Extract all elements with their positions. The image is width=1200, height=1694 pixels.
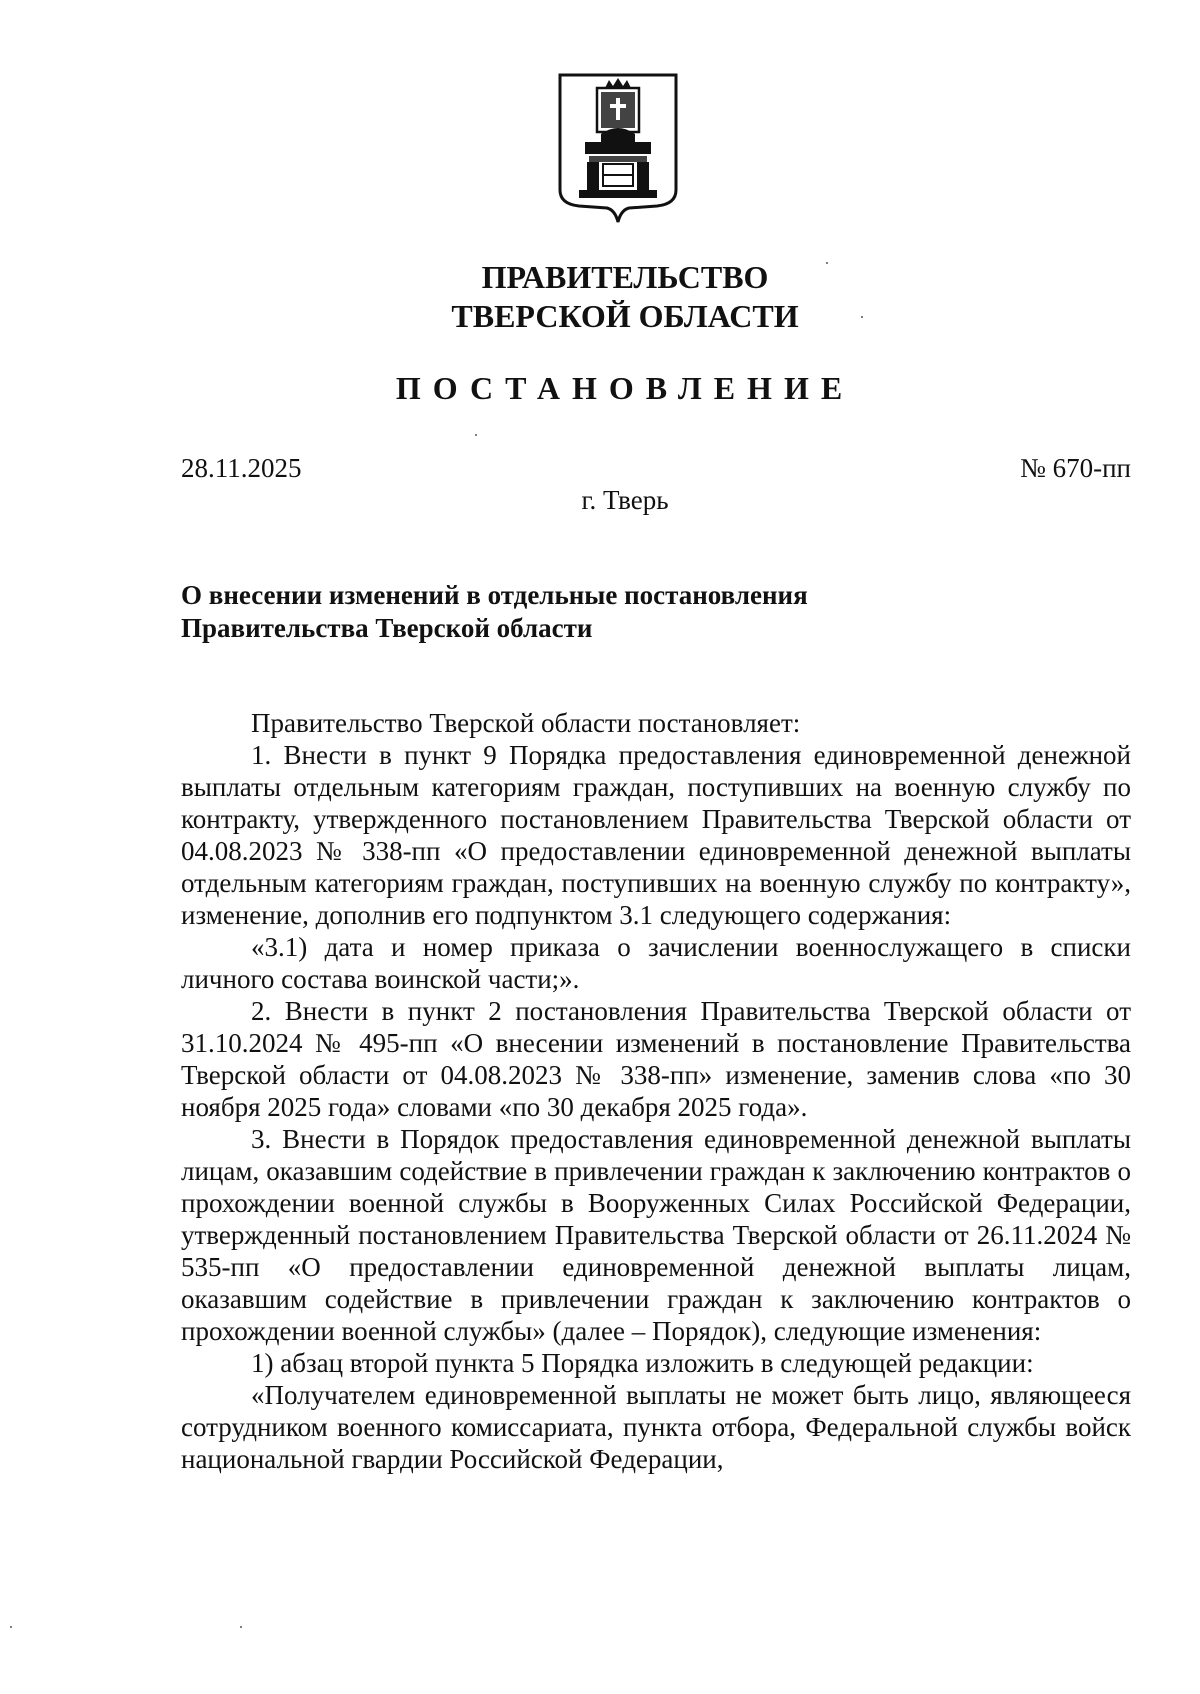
paragraph-item-3: 3. Внести в Порядок предоставления единовременной денежной выплаты лицам, оказавшим содействие в привлечении граждан к заключению контрактов о прохождении военной службы в Вооруженных Силах Российской Федерации, утвержденный постановлением Правительства Тверской области от 26.11.2024 № 535-пп «О предоставлении единовременной денежной выплаты лицам, оказавшим содействие в привлечении граждан к заключению контрактов о прохождении военной службы» (далее – Порядок), следующие изменения: — [181, 1124, 1131, 1346]
scan-speck — [240, 1626, 242, 1628]
scan-speck — [826, 262, 828, 264]
government-name-line2: ТВЕРСКОЙ ОБЛАСТИ — [451, 298, 799, 334]
document-date: 28.11.2025 — [181, 453, 302, 483]
document-type: ПОСТАНОВЛЕНИЕ — [395, 370, 855, 406]
scan-speck — [10, 1626, 12, 1628]
document-city: г. Тверь — [581, 485, 669, 515]
paragraph-preamble: Правительство Тверской области постановляет: — [251, 708, 801, 738]
paragraph-item-3-sub-1: 1) абзац второй пункта 5 Порядка изложить в следующей редакции: — [251, 1348, 1034, 1378]
government-name-line1: ПРАВИТЕЛЬСТВО — [481, 259, 769, 295]
paragraph-item-1-quote: «3.1) дата и номер приказа о зачислении военнослужащего в списки личного состава воинской части;». — [181, 932, 1131, 994]
subject-line2: Правительства Тверской области — [181, 613, 593, 643]
paragraph-item-1: 1. Внести в пункт 9 Порядка предоставления единовременной денежной выплаты отдельным категориям граждан, поступивших на военную службу по контракту, утвержденного постановлением Правительства Тверской области от 04.08.2023 № 338-пп «О предоставлении единовременной денежной выплаты отдельным категориям граждан, поступивших на военную службу по контракту», изменение, дополнив его подпунктом 3.1 следующего содержания: — [181, 740, 1131, 930]
subject-line1: О внесении изменений в отдельные постановления — [181, 580, 808, 610]
scan-speck — [861, 316, 863, 318]
document-subject — [181, 579, 808, 645]
scan-speck — [475, 434, 477, 436]
paragraph-item-2: 2. Внести в пункт 2 постановления Правительства Тверской области от 31.10.2024 № 495-пп «О внесении изменений в постановление Правительства Тверской области от 04.08.2023 № 338-пп» изменение, заменив слова «по 30 ноября 2025 года» словами «по 30 декабря 2025 года». — [181, 996, 1131, 1122]
government-name — [0, 258, 1200, 336]
paragraph-item-3-quote: «Получателем единовременной выплаты не может быть лицо, являющееся сотрудником военного комиссариата, пункта отбора, Федеральной службы войск национальной гвардии Российской Федерации, — [181, 1380, 1131, 1474]
document-body — [181, 707, 1131, 1475]
coat-of-arms-icon — [557, 72, 679, 226]
document-number: № 670-пп — [1020, 453, 1131, 483]
